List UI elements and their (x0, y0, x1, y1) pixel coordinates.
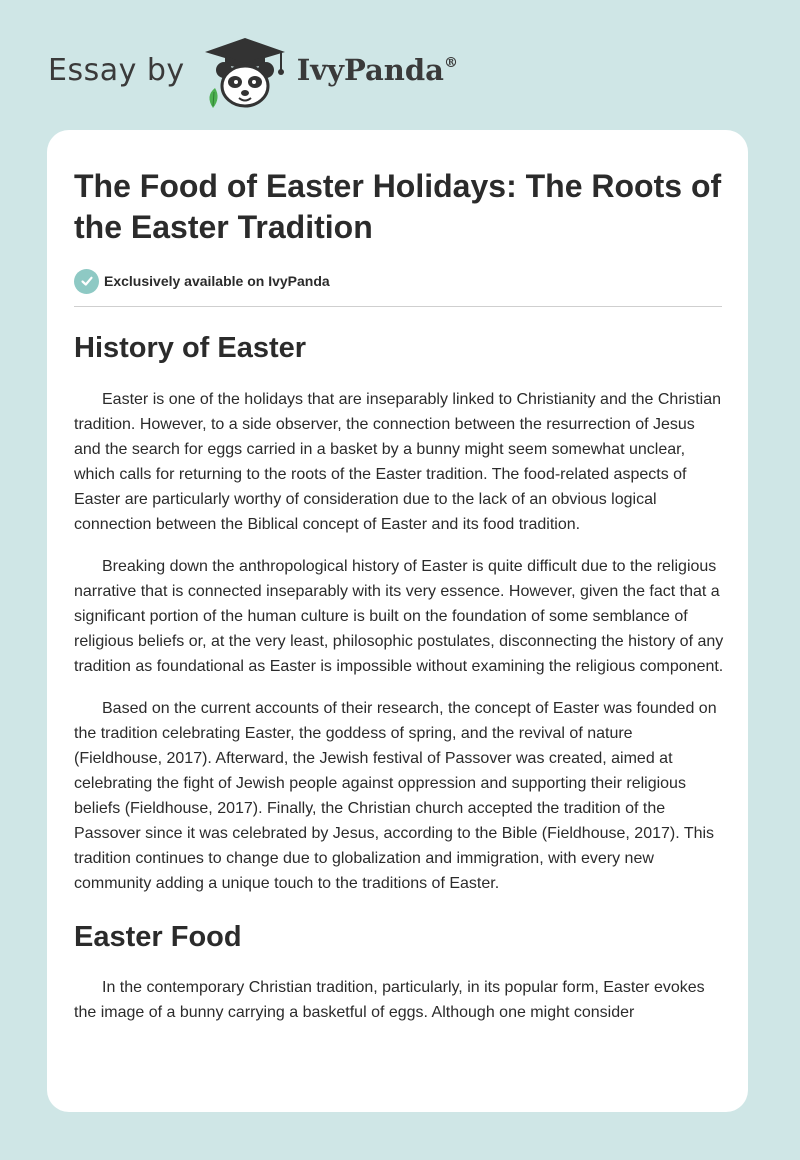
checkmark-icon (74, 269, 99, 294)
paragraph: In the contemporary Christian tradition, particularly, in its popular form, Easter evokes the image of a bunny carrying a basketful of eggs. Although one might consider (74, 979, 705, 1021)
paragraph: Based on the current accounts of their research, the concept of Easter was founded on the tradition celebrating Easter, the goddess of spring, and the revival of nature (Fieldhouse, 2017). Afterward, the Jewish festival of Passover was created, aimed at celebrating the fight of Jewish people against oppression and supporting their religious beliefs (Fieldhouse, 2017). Finally, the Christian church accepted the tradition of the Passover since it was celebrated by Jesus, according to the Bible (Fieldhouse, 2017). This tradition continues to change due to globalization and immigration, with every new community adding a unique touch to the traditions of Easter. (74, 700, 717, 892)
brand-text: IvyPanda (296, 53, 444, 87)
panda-icon (195, 30, 295, 110)
section-heading: Easter Food (74, 921, 242, 953)
paragraph: Easter is one of the holidays that are inseparably linked to Christianity and the Christian tradition. However, to a side observer, the connection between the resurrection of Jesus and the search for eggs carried in a basket by a bunny might seem somewhat unclear, which calls for returning to the roots of the Easter tradition. The food-related aspects of Easter are particularly worthy of consideration due to the lack of an obvious logical connection between the Biblical concept of Easter and its food tradition. (74, 391, 722, 533)
registered-mark: ® (443, 55, 458, 71)
panda-graduate-logo[interactable] (195, 30, 295, 110)
article-title: The Food of Easter Holidays: The Roots of the Easter Tradition (74, 168, 722, 245)
divider (74, 306, 722, 307)
site-header (48, 30, 458, 110)
paragraph: Breaking down the anthropological history of Easter is quite difficult due to the religious narrative that is connected inseparably with its very essence. However, given the fact that a significant portion of the human culture is built on the foundation of some semblance of religious beliefs or, at the very least, philosophic postulates, disconnecting the history of any tradition as foundational as Easter is impossible without examining the religious component. (74, 558, 724, 675)
article-card (47, 130, 748, 1112)
exclusive-badge (74, 268, 721, 294)
section-heading: History of Easter (74, 332, 307, 364)
essay-by-label: Essay by (48, 52, 185, 88)
brand-name (297, 53, 458, 87)
exclusive-text: Exclusively available on IvyPanda (104, 273, 330, 289)
